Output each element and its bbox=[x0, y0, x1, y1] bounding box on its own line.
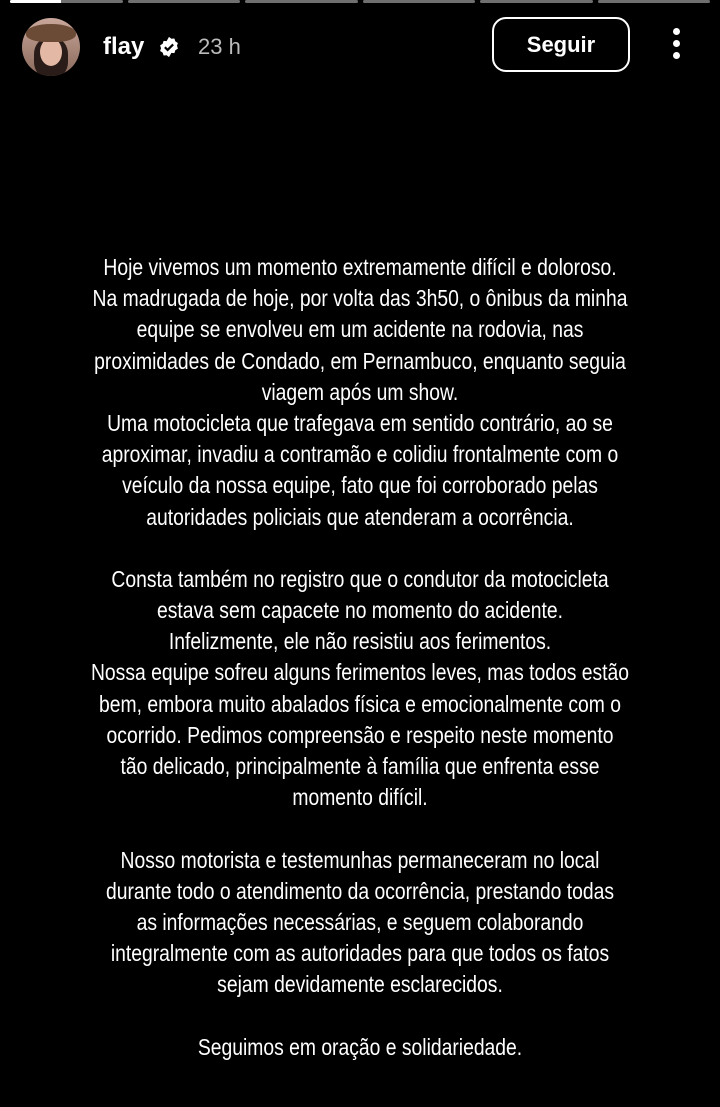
message-line: Consta também no registro que o condutor da motocicleta bbox=[111, 565, 609, 592]
message-line: as informações necessárias, e seguem colaborando bbox=[136, 908, 584, 935]
story-progress-bar bbox=[10, 0, 710, 3]
message-line: sejam devidamente esclarecidos. bbox=[217, 971, 503, 998]
message-line: Hoje vivemos um momento extremamente difícil e doloroso. bbox=[103, 254, 617, 280]
message-line: integralmente com as autoridades para que todos os fatos bbox=[110, 940, 610, 967]
post-time: 23 h bbox=[198, 34, 241, 59]
story-message bbox=[0, 252, 720, 1063]
more-vertical-icon[interactable] bbox=[666, 28, 686, 64]
message-line: equipe se envolveu em um acidente na rodovia, nas bbox=[136, 316, 584, 343]
message-line: proximidades de Condado, em Pernambuco, enquanto seguia bbox=[94, 347, 626, 374]
username[interactable]: flay bbox=[103, 33, 145, 60]
progress-segment bbox=[245, 0, 358, 3]
progress-segment bbox=[10, 0, 123, 3]
follow-button[interactable]: Seguir bbox=[492, 17, 630, 72]
message-line: momento difícil. bbox=[292, 784, 428, 811]
avatar[interactable] bbox=[22, 18, 80, 76]
message-line: aproximar, invadiu a contramão e colidiu frontalmente com o bbox=[101, 441, 619, 468]
message-line: viagem após um show. bbox=[261, 378, 459, 405]
verified-badge-icon bbox=[158, 36, 180, 58]
message-line bbox=[58, 533, 663, 564]
message-line: Na madrugada de hoje, por volta das 3h50, o ônibus da minha bbox=[92, 285, 628, 312]
message-line bbox=[58, 813, 663, 844]
progress-segment bbox=[363, 0, 476, 3]
message-line: durante todo o atendimento da ocorrência, prestando todas bbox=[105, 877, 615, 904]
message-line: autoridades policiais que atenderam a ocorrência. bbox=[146, 503, 574, 530]
message-line: Uma motocicleta que trafegava em sentido contrário, ao se bbox=[107, 409, 613, 436]
progress-segment bbox=[128, 0, 241, 3]
message-line: Nosso motorista e testemunhas permaneceram no local bbox=[120, 846, 600, 873]
progress-segment bbox=[480, 0, 593, 3]
message-line: Nossa equipe sofreu alguns ferimentos leves, mas todos estão bbox=[90, 659, 630, 686]
progress-segment bbox=[598, 0, 711, 3]
message-line: estava sem capacete no momento do acidente. bbox=[157, 597, 563, 624]
message-line: Seguimos em oração e solidariedade. bbox=[197, 1033, 523, 1060]
message-line: tão delicado, principalmente à família que enfrenta esse bbox=[120, 753, 600, 779]
message-line bbox=[58, 1001, 663, 1032]
message-line: Infelizmente, ele não resistiu aos ferimentos. bbox=[168, 628, 552, 655]
message-line: veículo da nossa equipe, fato que foi corroborado pelas bbox=[122, 472, 598, 499]
message-line: ocorrido. Pedimos compreensão e respeito neste momento bbox=[106, 721, 614, 748]
message-line: bem, embora muito abalados física e emocionalmente com o bbox=[99, 690, 621, 717]
